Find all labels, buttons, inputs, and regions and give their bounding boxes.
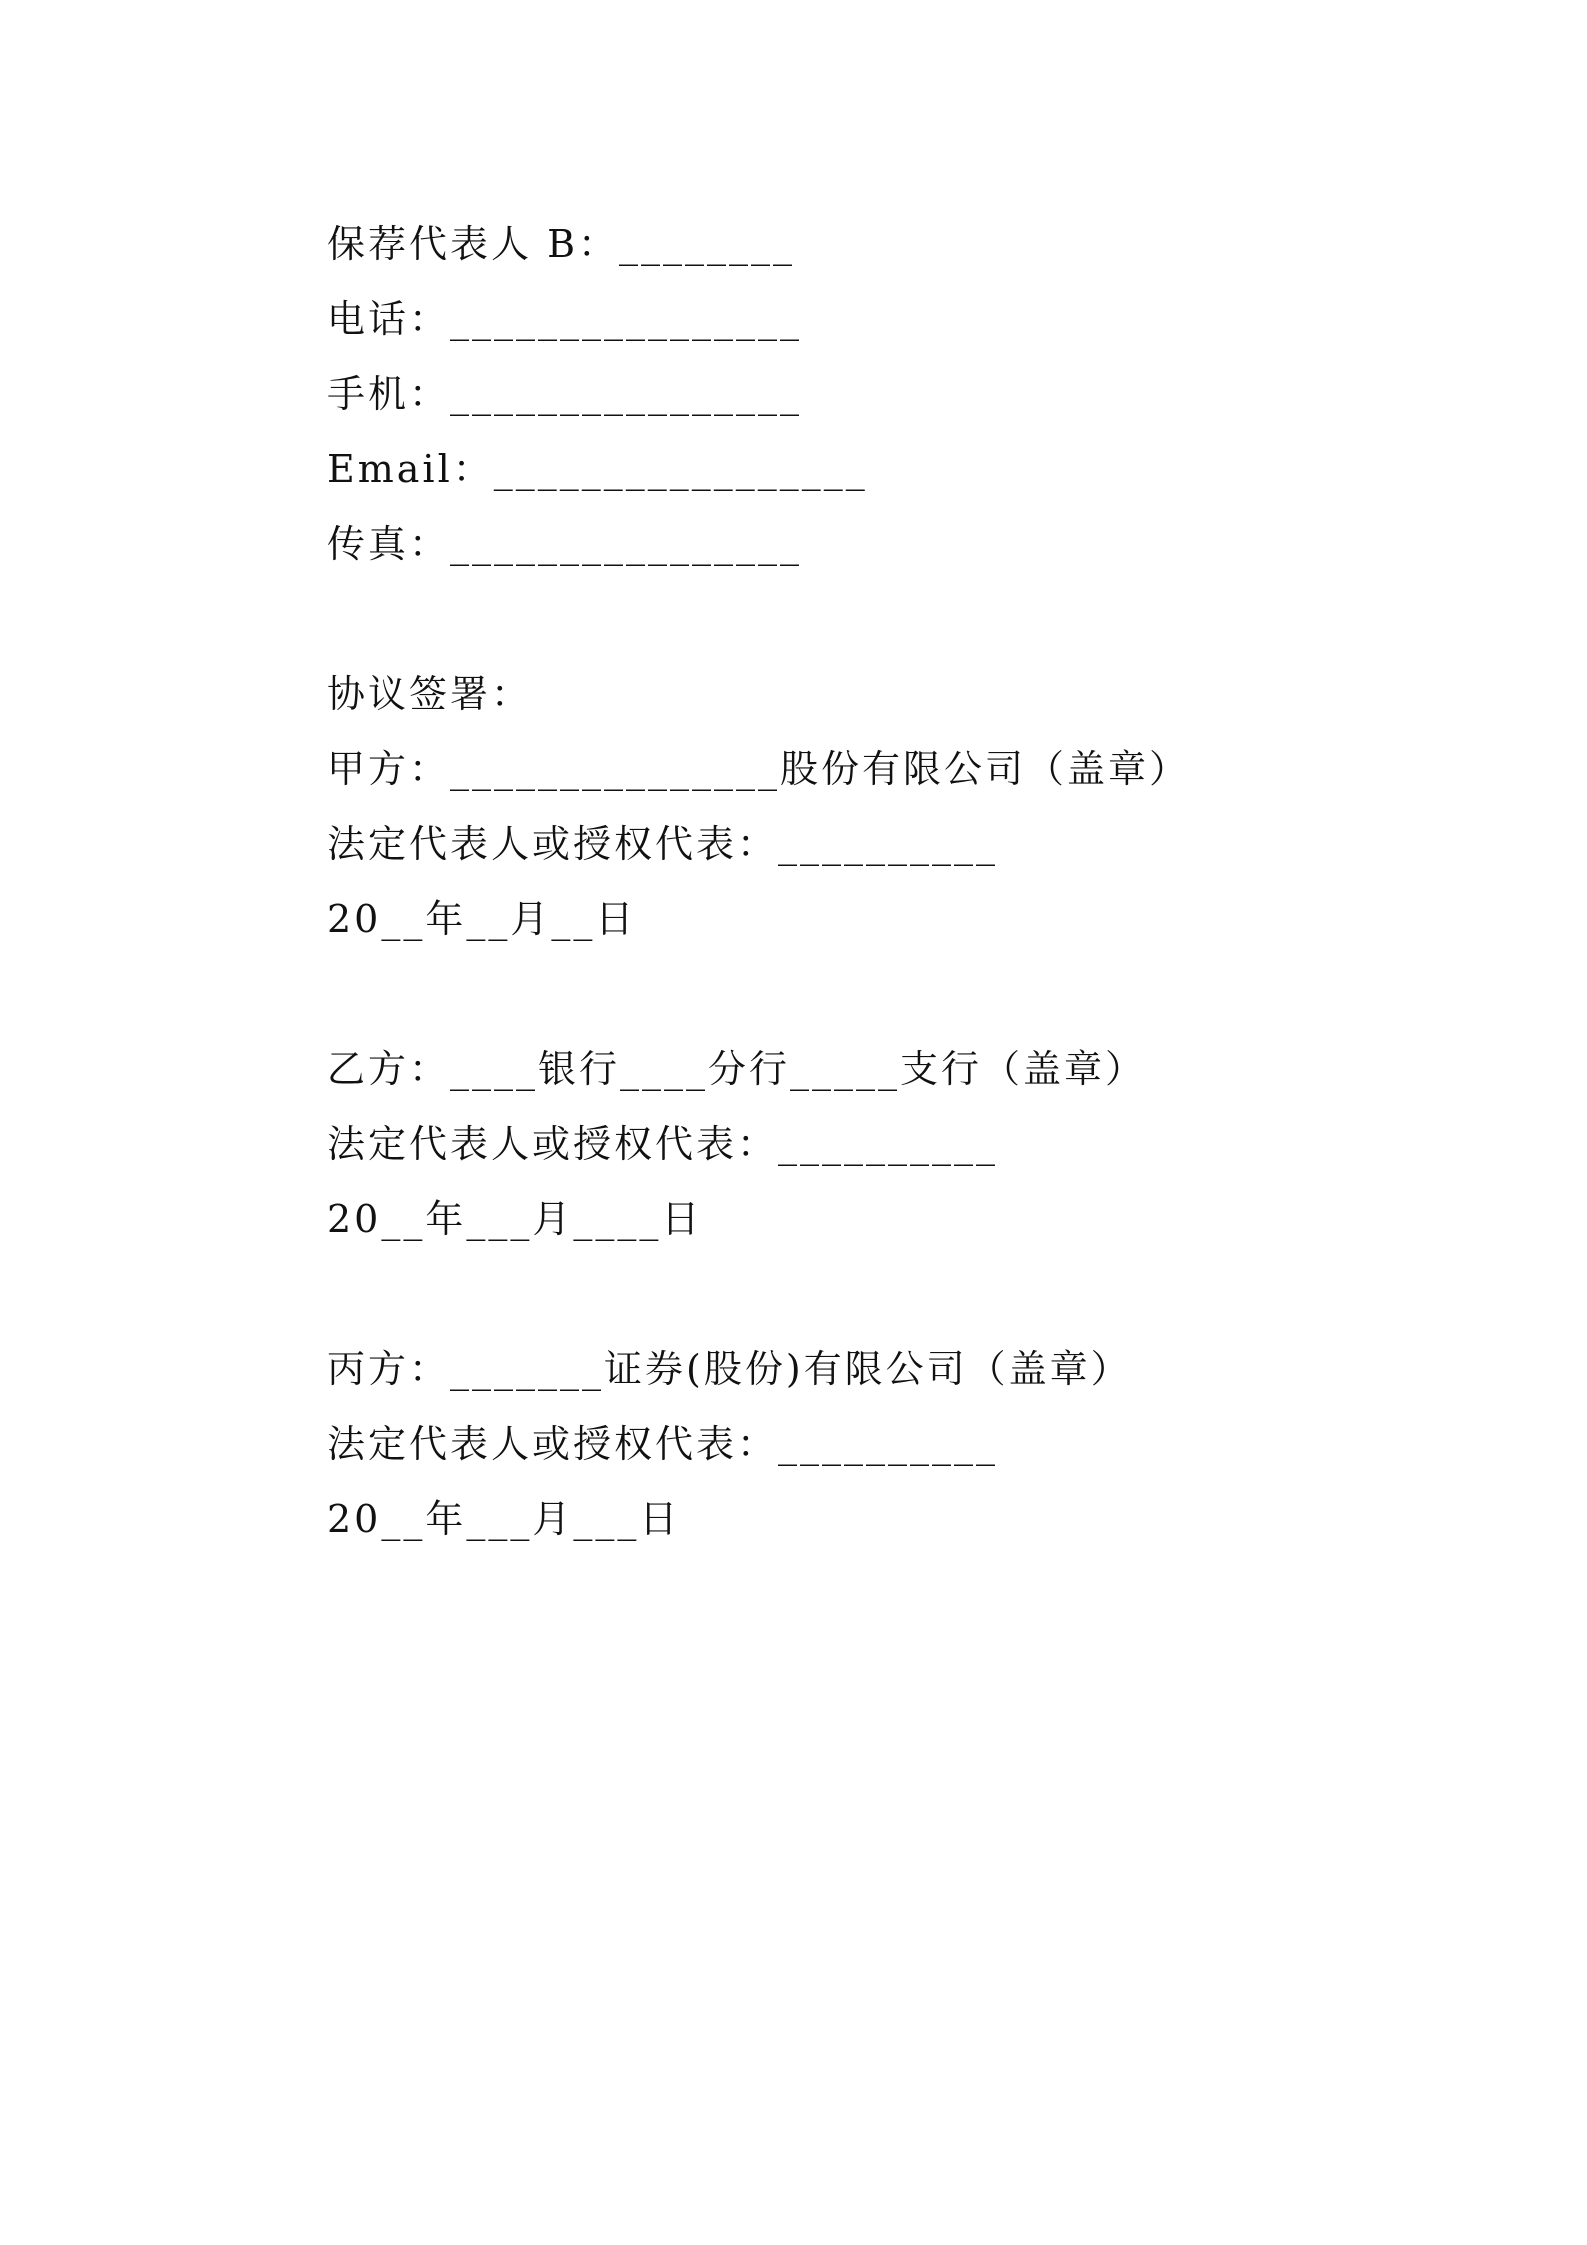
sponsor-rep-b-line: 保荐代表人 B：________ (327, 222, 796, 266)
party-b-date-line: 20__年___月____日 (327, 1197, 703, 1241)
party-a-name-line: 甲方：_______________股份有限公司（盖章） (327, 747, 1191, 791)
party-a-rep-line: 法定代表人或授权代表：__________ (327, 822, 999, 866)
mobile-line: 手机：________________ (327, 372, 803, 416)
party-a-date-line: 20__年__月__日 (327, 897, 637, 941)
spacer (327, 1257, 1327, 1332)
fax-line: 传真：________________ (327, 522, 803, 566)
party-c-name-line: 丙方：_______证券(股份)有限公司（盖章） (327, 1347, 1132, 1391)
spacer (327, 957, 1327, 1032)
party-c-rep-line: 法定代表人或授权代表：__________ (327, 1422, 999, 1466)
email-line: Email：_________________ (327, 447, 868, 491)
signing-heading: 协议签署： (327, 672, 533, 716)
party-b-name-line: 乙方：____银行____分行_____支行（盖章） (327, 1047, 1147, 1091)
spacer (327, 582, 1327, 657)
document-body (327, 207, 1327, 1557)
party-b-rep-line: 法定代表人或授权代表：__________ (327, 1122, 999, 1166)
phone-line: 电话：________________ (327, 297, 803, 341)
party-c-date-line: 20__年___月___日 (327, 1497, 681, 1541)
